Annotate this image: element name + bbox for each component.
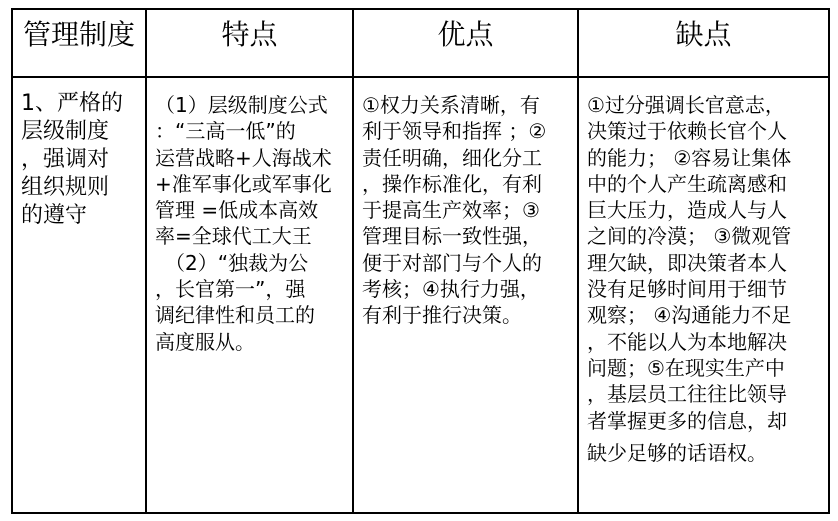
- text-line: +准军事化或军事化: [155, 171, 332, 196]
- text-line: 调纪律性和员工的: [155, 303, 315, 328]
- text-line: ①权力关系清晰，有: [362, 93, 540, 117]
- text-line: 观察； ④沟通能力不足: [587, 303, 792, 328]
- text-line: 1、严格的: [21, 91, 123, 116]
- cell-features: [146, 77, 353, 513]
- header-cell-disadvantages: 缺点: [578, 9, 829, 77]
- header-row: [12, 9, 829, 77]
- text-line: 巨大压力，造成人与人: [587, 198, 787, 223]
- text-line: 没有足够时间用于细节: [587, 277, 787, 302]
- cell-disadvantages: [578, 77, 829, 513]
- text-line: 高度服从。: [155, 329, 255, 354]
- header-cell-advantages: 优点: [353, 9, 578, 77]
- text-line: 层级制度: [21, 119, 110, 144]
- text-line: 之间的冷漠； ③微观管: [587, 224, 792, 249]
- text-line: 理欠缺，即决策者本人: [587, 250, 787, 275]
- text-line: 缺少足够的话语权。: [587, 440, 767, 465]
- text-line: 的能力； ②容易让集体: [587, 145, 792, 170]
- cell-system: [12, 77, 146, 513]
- text-line: 问题；⑤在现实生产中: [587, 355, 785, 380]
- text-line: ，基层员工往往比领导: [587, 382, 787, 407]
- text-line: 考核；④执行力强，: [362, 277, 540, 302]
- text-line: 有利于推行决策。: [362, 303, 522, 328]
- table-row: [12, 77, 829, 513]
- header-cell-features: 特点: [146, 9, 353, 77]
- text-line: 管理目标一致性强，: [362, 224, 542, 249]
- text-line: 管理 =低成本高效: [155, 198, 319, 223]
- text-line: 者掌握更多的信息，却: [587, 408, 787, 433]
- text-line: 决策过于依赖长官个人: [587, 119, 787, 144]
- text-line: 运营战略+人海战术: [155, 145, 332, 170]
- text-line: ：“三高一低”的: [155, 119, 296, 144]
- management-system-table: [11, 8, 830, 514]
- text-line: （2）“独裁为公: [165, 250, 309, 275]
- text-line: 率=全球代工大王: [155, 224, 312, 249]
- text-line: ，不能以人为本地解决: [587, 329, 787, 354]
- text-line: 的遵守: [21, 203, 88, 228]
- text-line: ，操作标准化，有利: [362, 171, 542, 196]
- text-line: 便于对部门与个人的: [362, 250, 542, 275]
- text-line: 利于领导和指挥 ；②: [362, 119, 547, 144]
- text-line: （1）层级制度公式: [155, 93, 328, 117]
- text-line: 责任明确，细化分工: [362, 145, 542, 170]
- text-line: ，长官第一”，强: [155, 277, 306, 302]
- text-line: 于提高生产效率；③: [362, 198, 540, 223]
- text-line: 中的个人产生疏离感和: [587, 171, 787, 196]
- text-line: 组织规则: [21, 175, 110, 200]
- header-cell-system: 管理制度: [12, 9, 146, 77]
- cell-advantages: [353, 77, 578, 513]
- text-line: ，强调对: [21, 147, 110, 172]
- text-line: ①过分强调长官意志，: [587, 93, 785, 117]
